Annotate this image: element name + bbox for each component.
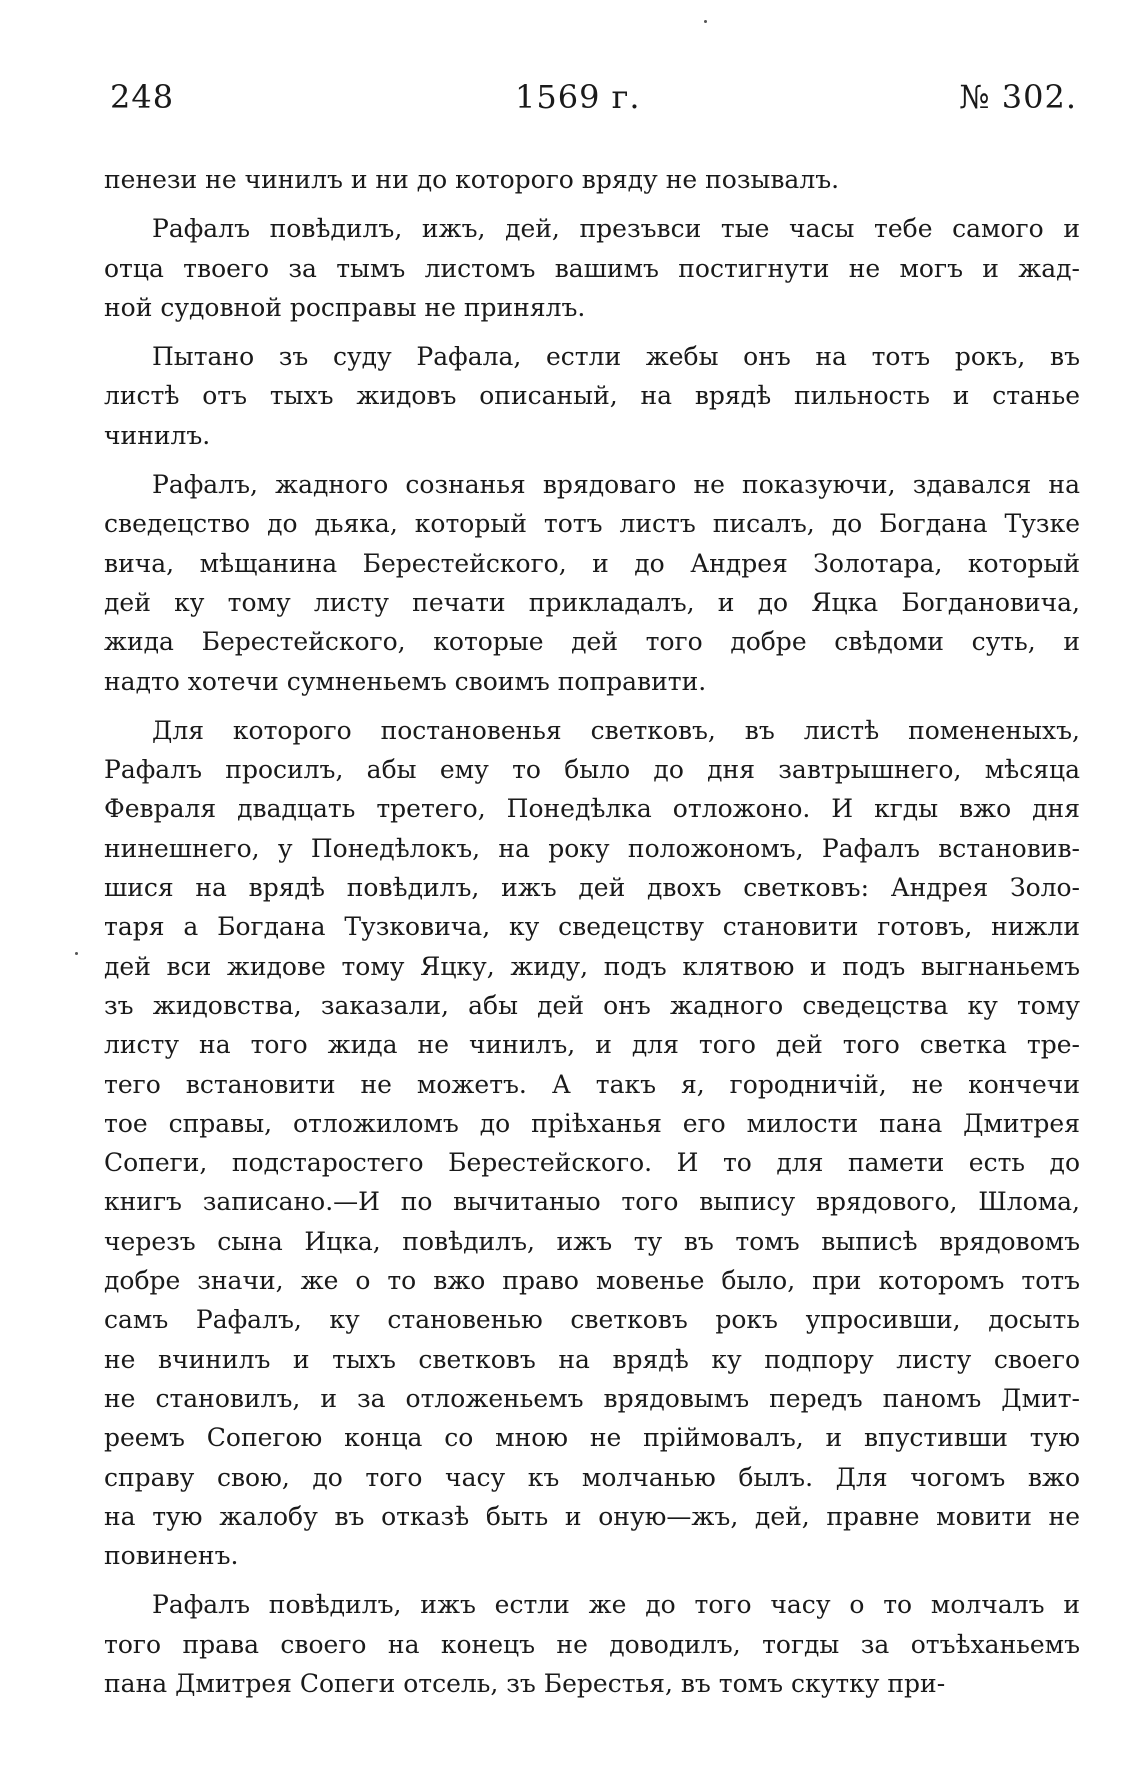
paragraph <box>104 465 1080 701</box>
text-line: таря а Богдана Тузковича, ку сведецству становити готовъ, нижли <box>104 912 1080 942</box>
text-line: Сопеги, подстаростего Берестейского. И то для памети есть до <box>104 1148 1080 1178</box>
paragraph <box>104 209 1080 327</box>
text-line: повиненъ. <box>104 1541 239 1571</box>
text-line: самъ Рафалъ, ку становенью светковъ рокъ упросивши, досыть <box>104 1305 1080 1335</box>
text-line: листѣ отъ тыхъ жидовъ описаный, на врядѣ пильность и станье <box>104 381 1080 411</box>
text-line: дей ку тому листу печати прикладалъ, и до Яцка Богдановича, <box>104 587 1080 617</box>
body-text <box>104 160 1080 1703</box>
text-line: Рафалъ, жадного сознанья врядоваго не показуючи, здавался на <box>152 470 1080 500</box>
paragraph <box>104 337 1080 455</box>
paragraph-gap <box>104 701 1080 711</box>
text-line: зъ жидовства, заказали, абы дей онъ жадного сведецства ку тому <box>104 990 1080 1020</box>
text-line: шися на врядѣ повѣдилъ, ижъ дей двохъ светковъ: Андрея Золо- <box>104 873 1080 903</box>
text-line: реемъ Сопегою конца со мною не пріймовалъ, и впустивши тую <box>104 1423 1080 1453</box>
print-speck <box>75 952 78 955</box>
text-line: того права своего на конецъ не доводилъ, тогды за отъѣханьемъ <box>104 1629 1080 1659</box>
paragraph-gap <box>104 455 1080 465</box>
text-line: справу свою, до того часу къ молчанью былъ. Для чогомъ вжо <box>104 1462 1080 1492</box>
text-line: нинешнего, у Понедѣлокъ, на року положономъ, Рафалъ встановив- <box>104 833 1080 863</box>
text-line: Февраля двадцать третего, Понедѣлка отложоно. И кгды вжо дня <box>104 794 1080 824</box>
paragraph-gap <box>104 327 1080 337</box>
text-line: книгъ записано.—И по вычитаныо того выпису врядового, Шлома, <box>104 1187 1080 1217</box>
document-number: № 302. <box>959 78 1077 116</box>
running-header <box>110 78 1077 118</box>
text-line: сведецство до дьяка, который тотъ листъ писалъ, до Богдана Тузке <box>104 509 1080 539</box>
year-heading: 1569 г. <box>515 78 641 116</box>
text-line: пана Дмитрея Сопеги отсель, зъ Берестья, въ томъ скутку при- <box>104 1668 946 1698</box>
text-line: пенези не чинилъ и ни до которого вряду не позывалъ. <box>104 165 840 194</box>
text-line: тое справы, отложиломъ до пріѣханья его милости пана Дмитрея <box>104 1108 1080 1138</box>
text-line: черезъ сына Ицка, повѣдилъ, ижъ ту въ томъ выписѣ врядовомъ <box>104 1226 1080 1256</box>
paragraph-gap <box>104 199 1080 209</box>
text-line: Рафалъ просилъ, абы ему то было до дня завтрышнего, мѣсяца <box>104 755 1080 785</box>
text-line: жида Берестейского, которые дей того добре свѣдоми суть, и <box>104 627 1080 657</box>
text-line: дей вси жидове тому Яцку, жиду, подъ клятвою и подъ выгнаньемъ <box>104 951 1080 981</box>
text-line: листу на того жида не чинилъ, и для того дей того светка тре- <box>104 1030 1080 1060</box>
paragraph-gap <box>104 1575 1080 1585</box>
text-line: Для которого постановенья светковъ, въ листѣ помененыхъ, <box>152 715 1080 745</box>
text-line: отца твоего за тымъ листомъ вашимъ постигнути не могъ и жад- <box>104 253 1080 283</box>
page-number: 248 <box>110 78 175 116</box>
print-speck <box>704 20 707 23</box>
paragraph <box>104 160 1080 199</box>
text-line: вича, мѣщанина Берестейского, и до Андрея Золотара, который <box>104 548 1080 578</box>
text-line: Рафалъ повѣдилъ, ижъ, дей, презъвси тые часы тебе самого и <box>152 214 1080 244</box>
text-line: чинилъ. <box>104 420 211 450</box>
text-line: надто хотечи сумненьемъ своимъ поправити. <box>104 666 707 696</box>
text-line: добре значи, же о то вжо право мовенье было, при которомъ тотъ <box>104 1266 1080 1296</box>
text-line: Рафалъ повѣдилъ, ижъ естли же до того часу о то молчалъ и <box>152 1590 1080 1620</box>
paragraph <box>104 711 1080 1576</box>
text-line: ной судовной росправы не принялъ. <box>104 292 586 322</box>
text-line: на тую жалобу въ отказѣ быть и оную—жъ, дей, правне мовити не <box>104 1501 1080 1531</box>
paragraph <box>104 1585 1080 1703</box>
text-line: тего встановити не можетъ. А такъ я, городничій, не кончечи <box>104 1069 1080 1099</box>
text-line: не вчинилъ и тыхъ светковъ на врядѣ ку подпору листу своего <box>104 1344 1080 1374</box>
text-line: не становилъ, и за отложеньемъ врядовымъ передъ паномъ Дмит- <box>104 1383 1080 1413</box>
text-line: Пытано зъ суду Рафала, естли жебы онъ на тотъ рокъ, въ <box>152 342 1080 372</box>
